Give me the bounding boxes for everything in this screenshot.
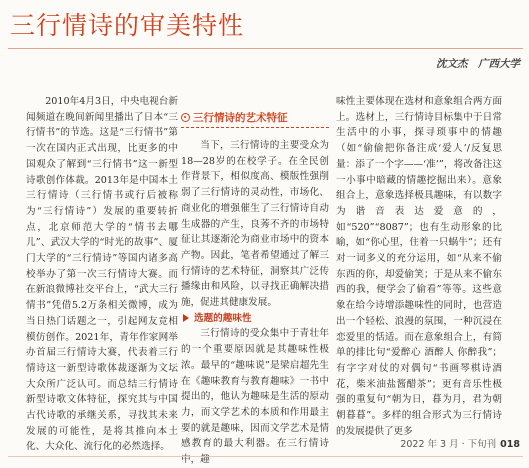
continued-paragraph: 味性主要体现在选材和意象组合两方面上。选材上，三行情诗目标集中于日常生活中的小事，探寻琐事中的情趣（如“偷偷把你备注成‘爱人’/反复思量：添了一个字——‘准’”，将改备注这一小事中暗藏的情趣挖掘出来）。意象组合上，意象选择极具趣味，有以数字为谐音表达爱意的，如“520”“8087”；也有生动形象的比喻，如“你心里，住着一只蜗牛”；还有对一词多义的充分运用，如“从来不偷东西的你，却爱偷笑；于是从来不偷东西的我，便学会了偷看”等等。这些意象在给今诗增添趣味性的同时，也营造出一个轻松、浪漫的氛围，一种沉浸在恋爱里的恬适。而在意象组合上，有简单的排比句“爱醉心 酒醉人 你醉我”；有字字对仗的对偶句“书画琴棋诗酒花，柴米油盐酱醋茶”；更有音乐性极强的重复句“朝为日，暮为月，君为朝朝暮暮”。多样的组合形式为三行情诗的发展提供了更多 [336,96,502,437]
article-title: 三行情诗的审美特性 [10,11,245,40]
footer-divider [8,456,523,457]
target-icon [181,113,190,122]
column-right [336,94,502,436]
author-byline: 沈文杰 广西大学 [436,58,520,70]
column-middle [181,138,329,466]
section-heading [181,110,329,126]
section-paragraph: 当下，三行情诗的主要受众为18—28岁的在校学子。在全民创作背景下，相似度高、模版性强削弱了三行情诗的灵动性，市场化、商业化的增强催生了三行情诗自动生成器的产生，良莠不齐的市场特征让其逐渐沦为商业市场中的资本产物。因此，笔者希望通过了解三行情诗的艺术特征，洞察其广泛传播缘由和风险，以寻找正确解决措施，促进其健康发展。 [181,140,329,309]
subsection-heading [181,311,329,327]
column-left [26,94,178,453]
triangle-bullet-icon [183,314,189,322]
section-heading-text: 三行情诗的艺术特征 [193,112,288,124]
intro-paragraph: 2010年4月3日，中央电视台新闻频道在晚间新闻里播出了日本“三行情书”的节选。这是“三行情书”第一次在国内正式出现，比更多的中国观众了解到“三行情书”这一新型诗歌创作体裁。2013年是中国本土三行情诗（三行情书或行后被称为“三行情诗”）发展的重要转折点，北京师范大学的“情书去哪儿”、武汉大学的“时光的故事”、厦门大学的“三行情诗”等国内诸多高校举办了第一次三行情诗大赛。而在新浪微博社交平台上，“武大三行情书”凭借5.2万条相关微博，成为当日热门话题之一，引起网友竞相模仿创作。2021年，青年作家网举办首届三行情诗大赛，代表着三行情诗这一新型诗歌体裁逐渐为文坛大众所广泛认可。而总结三行情诗新型诗歌文体特征，探究其与中国古代诗歌的承继关系，寻找其未来发展的可能性，是将其推向本土化、大众化、流行化的必然选择。 [26,96,178,453]
subsection-paragraph: 三行情诗的受众集中于青壮年的一个重要原因就是其趣味性极浓。最早的“趣味说”是梁启超先生在《趣味教育与教育趣味》一书中提出的，他认为趣味是生活的原动力，而文学艺术的本质和作用最主要的就是趣味，因而文学艺术是情感教育的最大利器。在三行情诗中，趣 [181,328,329,466]
page-number: 018 [500,439,520,450]
section-divider [181,127,329,128]
issue-date: 2022 年 3 月 · 下旬刊 [400,439,497,450]
title-divider [8,48,523,49]
page-footer [360,437,520,453]
subsection-heading-text: 选题的趣味性 [194,312,252,324]
